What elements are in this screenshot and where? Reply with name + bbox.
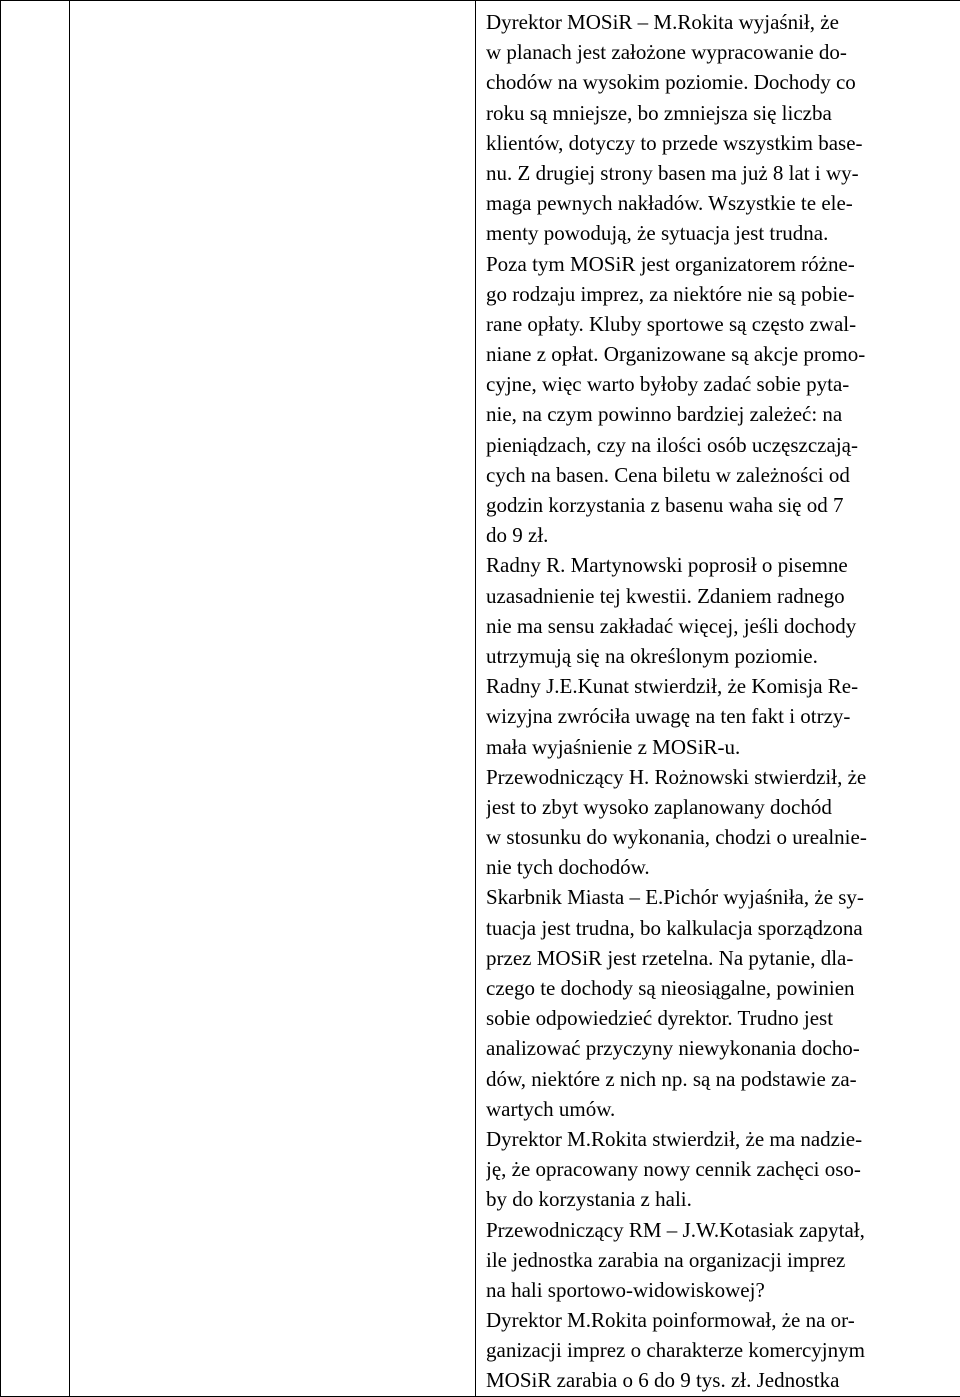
text-line: roku są mniejsze, bo zmniejsza się liczba bbox=[486, 98, 960, 128]
text-line: nie tych dochodów. bbox=[486, 852, 960, 882]
text-line: godzin korzystania z basenu waha się od 7 bbox=[486, 490, 960, 520]
text-line: w planach jest założone wypracowanie do- bbox=[486, 37, 960, 67]
text-line: ganizacji imprez o charakterze komercyjnym bbox=[486, 1335, 960, 1365]
text-line: nu. Z drugiej strony basen ma już 8 lat i wy- bbox=[486, 158, 960, 188]
text-line: chodów na wysokim poziomie. Dochody co bbox=[486, 67, 960, 97]
text-line: na hali sportowo-widowiskowej? bbox=[486, 1275, 960, 1305]
text-line: Dyrektor M.Rokita stwierdził, że ma nadzie- bbox=[486, 1124, 960, 1154]
text-line: Radny R. Martynowski poprosił o pisemne bbox=[486, 550, 960, 580]
text-line: utrzymują się na określonym poziomie. bbox=[486, 641, 960, 671]
text-line: pieniądzach, czy na ilości osób uczęszczają- bbox=[486, 430, 960, 460]
text-line: Dyrektor MOSiR – M.Rokita wyjaśnił, że bbox=[486, 7, 960, 37]
text-line: ję, że opracowany nowy cennik zachęci oso- bbox=[486, 1154, 960, 1184]
text-line: sobie odpowiedzieć dyrektor. Trudno jest bbox=[486, 1003, 960, 1033]
text-line: ile jednostka zarabia na organizacji imprez bbox=[486, 1245, 960, 1275]
topic-column-cell bbox=[70, 1, 476, 1397]
text-line: nie ma sensu zakładać więcej, jeśli dochody bbox=[486, 611, 960, 641]
text-line: cych na basen. Cena biletu w zależności od bbox=[486, 460, 960, 490]
table-row bbox=[1, 1, 960, 1397]
text-line: Przewodniczący H. Rożnowski stwierdził, że bbox=[486, 762, 960, 792]
text-line: nie, na czym powinno bardziej zależeć: na bbox=[486, 399, 960, 429]
text-line: w stosunku do wykonania, chodzi o urealnie- bbox=[486, 822, 960, 852]
text-line: Dyrektor M.Rokita poinformował, że na or- bbox=[486, 1305, 960, 1335]
text-line: klientów, dotyczy to przede wszystkim base- bbox=[486, 128, 960, 158]
text-line: dów, niektóre z nich np. są na podstawie za- bbox=[486, 1064, 960, 1094]
text-line: jest to zbyt wysoko zaplanowany dochód bbox=[486, 792, 960, 822]
text-line: by do korzystania z hali. bbox=[486, 1184, 960, 1214]
text-line: go rodzaju imprez, za niektóre nie są pobie- bbox=[486, 279, 960, 309]
text-line: do 9 zł. bbox=[486, 520, 960, 550]
text-line: Przewodniczący RM – J.W.Kotasiak zapytał, bbox=[486, 1215, 960, 1245]
text-line: przez MOSiR jest rzetelna. Na pytanie, dla- bbox=[486, 943, 960, 973]
text-line: Poza tym MOSiR jest organizatorem różne- bbox=[486, 249, 960, 279]
discussion-column-cell bbox=[476, 1, 960, 1397]
text-line: menty powodują, że sytuacja jest trudna. bbox=[486, 218, 960, 248]
discussion-text bbox=[486, 7, 960, 1396]
text-line: MOSiR zarabia o 6 do 9 tys. zł. Jednostka bbox=[486, 1365, 960, 1395]
text-line: rane opłaty. Kluby sportowe są często zwal- bbox=[486, 309, 960, 339]
text-line: maga pewnych nakładów. Wszystkie te ele- bbox=[486, 188, 960, 218]
number-column-cell bbox=[1, 1, 70, 1397]
text-line: analizować przyczyny niewykonania docho- bbox=[486, 1033, 960, 1063]
text-line: niane z opłat. Organizowane są akcje promo- bbox=[486, 339, 960, 369]
text-line: uzasadnienie tej kwestii. Zdaniem radnego bbox=[486, 581, 960, 611]
text-line: Radny J.E.Kunat stwierdził, że Komisja Re- bbox=[486, 671, 960, 701]
text-line: wartych umów. bbox=[486, 1094, 960, 1124]
text-line: wizyjna zwróciła uwagę na ten fakt i otrzy- bbox=[486, 701, 960, 731]
text-line: czego te dochody są nieosiągalne, powinien bbox=[486, 973, 960, 1003]
text-line: mała wyjaśnienie z MOSiR-u. bbox=[486, 732, 960, 762]
text-line: Skarbnik Miasta – E.Pichór wyjaśniła, że sy- bbox=[486, 882, 960, 912]
text-line: tuacja jest trudna, bo kalkulacja sporządzona bbox=[486, 913, 960, 943]
text-line: cyjne, więc warto byłoby zadać sobie pyta- bbox=[486, 369, 960, 399]
